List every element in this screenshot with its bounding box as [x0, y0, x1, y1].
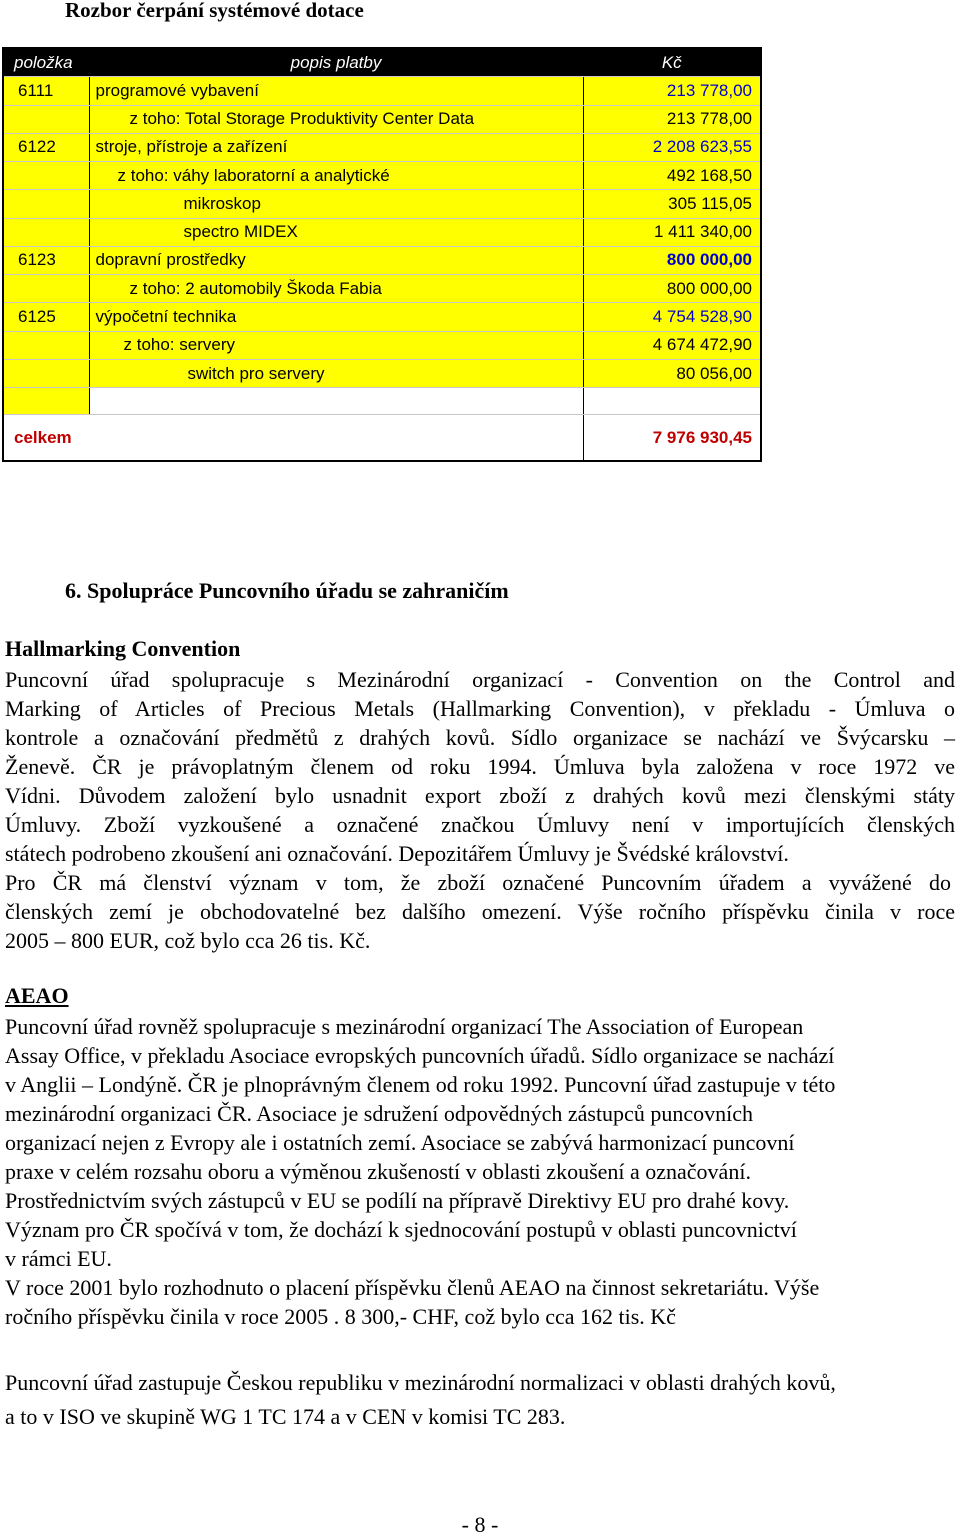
text-line: ročního příspěvku činila v roce 2005 . 8 300,- CHF, což bylo cca 162 tis. Kč	[5, 1304, 676, 1329]
row-code	[3, 190, 89, 218]
table-row	[3, 331, 761, 359]
row-description: stroje, přístroje a zařízení	[89, 133, 583, 161]
row-description: z toho: 2 automobily Škoda Fabia	[89, 275, 583, 303]
text-line: a to v ISO ve skupině WG 1 TC 174 a v CEN v komisi TC 283.	[5, 1404, 566, 1429]
text-line: Puncovní úřad zastupuje Českou republiku v mezinárodní normalizaci v oblasti drahých kovů,	[5, 1370, 836, 1395]
row-code: 6123	[3, 246, 89, 274]
row-amount: 305 115,05	[583, 190, 761, 218]
row-description: dopravní prostředky	[89, 246, 583, 274]
page-number: - 8 -	[461, 1512, 499, 1537]
row-code: 6125	[3, 303, 89, 331]
row-description: mikroskop	[89, 190, 583, 218]
text-line: Assay Office, v překladu Asociace evropských puncovních úřadů. Sídlo organizace se nachází	[5, 1043, 835, 1068]
row-description: z toho: servery	[89, 331, 583, 359]
text-line: Úmluvy. Zboží vyzkoušené a označené značkou Úmluvy není v importujících členských	[5, 812, 955, 837]
row-description: programové vybavení	[89, 77, 583, 105]
text-line: 2005 – 800 EUR, což bylo cca 26 tis. Kč.	[5, 928, 371, 953]
row-code	[3, 105, 89, 133]
table-row	[3, 190, 761, 218]
aeao-paragraph	[5, 1012, 955, 1331]
row-amount: 4 754 528,90	[583, 303, 761, 331]
text-line: V roce 2001 bylo rozhodnuto o placení příspěvku členů AEAO na činnost sekretariátu. Výše	[5, 1275, 820, 1300]
section-title: 6. Spolupráce Puncovního úřadu se zahraničím	[65, 578, 509, 603]
table-title: Rozbor čerpání systémové dotace	[65, 0, 364, 22]
row-amount: 4 674 472,90	[583, 331, 761, 359]
text-line: Ženevě. ČR je právoplatným členem od roku 1994. Úmluva byla založena v roce 1972 ve	[5, 754, 955, 779]
row-amount: 2 208 623,55	[583, 133, 761, 161]
table-row	[3, 105, 761, 133]
iso-paragraph	[5, 1366, 955, 1434]
total-label: celkem	[3, 415, 89, 461]
row-code	[3, 162, 89, 190]
text-line: Marking of Articles of Precious Metals (Hallmarking Convention), v překladu - Úmluva o	[5, 696, 955, 721]
spacer-cell	[89, 388, 583, 415]
row-code: 6111	[3, 77, 89, 105]
table-row	[3, 77, 761, 105]
text-line: v rámci EU.	[5, 1246, 112, 1271]
header-description: popis platby	[89, 48, 583, 77]
row-amount: 800 000,00	[583, 275, 761, 303]
text-line: Puncovní úřad spolupracuje s Mezinárodní organizací - Convention on the Control and	[5, 667, 955, 692]
budget-table	[2, 47, 762, 462]
row-description: spectro MIDEX	[89, 218, 583, 246]
hallmarking-paragraph	[5, 665, 955, 955]
table-row	[3, 246, 761, 274]
text-line: Pro ČR má členství význam v tom, že zboží označené Puncovním úřadem a vyvážené do	[5, 870, 951, 895]
row-description: switch pro servery	[89, 359, 583, 387]
header-item: položka	[3, 48, 89, 77]
table-row	[3, 275, 761, 303]
header-amount: Kč	[583, 48, 761, 77]
row-description: z toho: váhy laboratorní a analytické	[89, 162, 583, 190]
row-amount: 492 168,50	[583, 162, 761, 190]
row-code	[3, 275, 89, 303]
text-line: v Anglii – Londýně. ČR je plnoprávným členem od roku 1992. Puncovní úřad zastupuje v této	[5, 1072, 836, 1097]
row-code: 6122	[3, 133, 89, 161]
table-spacer-row	[3, 388, 761, 415]
row-code	[3, 331, 89, 359]
row-amount: 1 411 340,00	[583, 218, 761, 246]
table-row	[3, 303, 761, 331]
text-line: Prostřednictvím svých zástupců v EU se podílí na přípravě Direktivy EU pro drahé kovy.	[5, 1188, 790, 1213]
row-description: z toho: Total Storage Produktivity Center Data	[89, 105, 583, 133]
text-line: organizací nejen z Evropy ale i ostatních zemí. Asociace se zabývá harmonizací puncovní	[5, 1130, 795, 1155]
hallmarking-heading: Hallmarking Convention	[5, 636, 241, 661]
text-line: Puncovní úřad rovněž spolupracuje s mezinárodní organizací The Association of European	[5, 1014, 804, 1039]
text-line: kontrole a označování předmětů z drahých kovů. Sídlo organizace se nachází ve Švýcarsku –	[5, 725, 955, 750]
text-line: členských zemí je obchodovatelné bez dalšího omezení. Výše ročního příspěvku činila v roce	[5, 899, 955, 924]
row-amount: 213 778,00	[583, 105, 761, 133]
text-line: Vídni. Důvodem založení bylo usnadnit export zboží z drahých kovů mezi členskými státy	[5, 783, 955, 808]
row-code	[3, 218, 89, 246]
spacer-cell	[3, 388, 89, 415]
table-row	[3, 133, 761, 161]
text-line: mezinárodní organizaci ČR. Asociace je sdružení odpovědných zástupců puncovních	[5, 1101, 753, 1126]
text-line: Význam pro ČR spočívá v tom, že dochází k sjednocování postupů v oblasti puncovnictví	[5, 1217, 797, 1242]
table-total-row	[3, 415, 761, 461]
total-spacer	[89, 415, 583, 461]
table-row	[3, 162, 761, 190]
row-description: výpočetní technika	[89, 303, 583, 331]
row-amount: 80 056,00	[583, 359, 761, 387]
row-code	[3, 359, 89, 387]
text-line: praxe v celém rozsahu oboru a výměnou zkušeností v oblasti zkoušení a označování.	[5, 1159, 751, 1184]
table-row	[3, 359, 761, 387]
spacer-cell	[583, 388, 761, 415]
aeao-heading: AEAO	[5, 983, 69, 1008]
total-amount: 7 976 930,45	[583, 415, 761, 461]
table-header-row	[3, 48, 761, 77]
row-amount: 800 000,00	[583, 246, 761, 274]
row-amount: 213 778,00	[583, 77, 761, 105]
text-line: státech podrobeno zkoušení ani označování. Depozitářem Úmluvy je Švédské království.	[5, 841, 789, 866]
table-row	[3, 218, 761, 246]
